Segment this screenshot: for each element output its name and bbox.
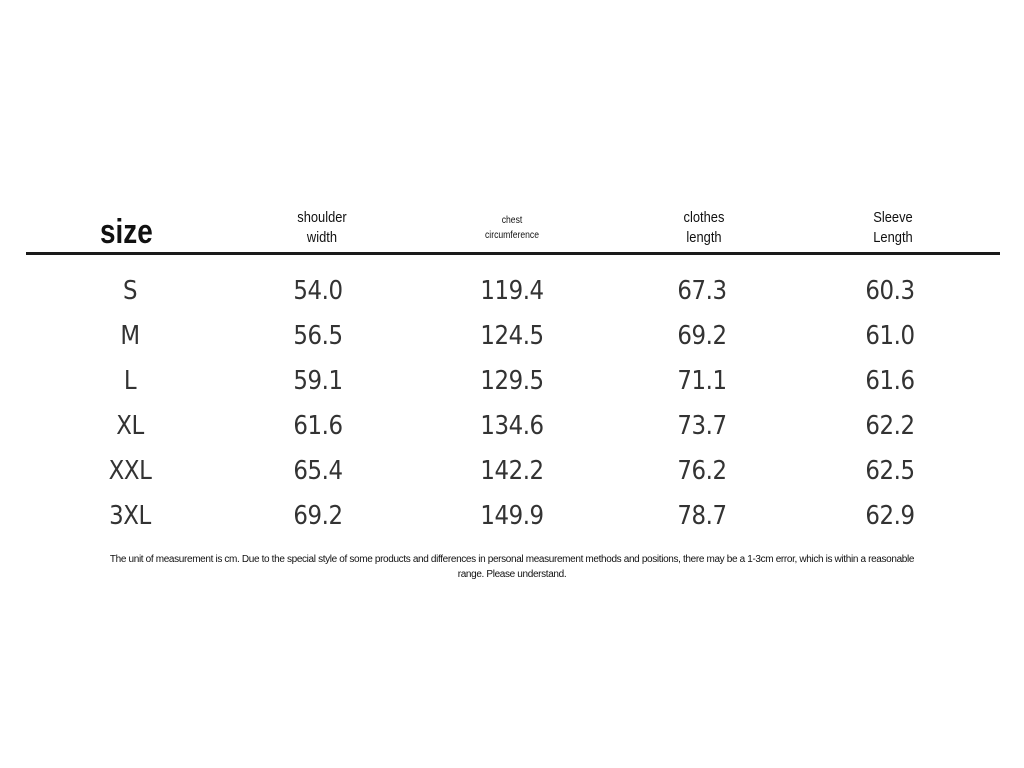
clothes-length-cell: 76.2 — [677, 456, 727, 486]
measurement-note: The unit of measurement is cm. Due to the special style of some products and differences in personal measurement methods and positions, there may be a 1-3cm error, which is within a reasonable range. Please understand. — [109, 554, 915, 580]
table-row — [0, 359, 1024, 404]
chest-cell: 124.5 — [480, 321, 544, 351]
chest-cell: 119.4 — [480, 276, 544, 306]
clothes-length-column-header — [661, 208, 747, 248]
clothes-length-cell: 73.7 — [677, 411, 727, 441]
clothes-length-cell: 78.7 — [677, 501, 727, 531]
size-cell: 3XL — [109, 501, 151, 531]
size-cell: XL — [116, 411, 144, 441]
sleeve-length-column-header — [850, 208, 936, 248]
table-row — [0, 314, 1024, 359]
size-cell: M — [120, 321, 140, 351]
table-row — [0, 494, 1024, 539]
sleeve-length-cell: 61.6 — [865, 366, 915, 396]
chest-header-line1: chest — [501, 215, 523, 226]
table-row — [0, 269, 1024, 314]
shoulder-cell: 59.1 — [293, 366, 343, 396]
sleeve-header-line1: Sleeve — [873, 209, 913, 226]
clothes-header-line2: length — [686, 229, 722, 246]
chest-cell: 134.6 — [480, 411, 544, 441]
clothes-length-cell: 71.1 — [677, 366, 727, 396]
table-row — [0, 404, 1024, 449]
shoulder-cell: 61.6 — [293, 411, 343, 441]
sleeve-length-cell: 62.2 — [865, 411, 915, 441]
sleeve-header-line2: Length — [873, 229, 913, 246]
shoulder-cell: 54.0 — [293, 276, 343, 306]
size-cell: L — [123, 366, 137, 396]
chest-header-line2: circumference — [484, 230, 540, 241]
header-divider — [26, 252, 1000, 255]
clothes-length-cell: 69.2 — [677, 321, 727, 351]
sleeve-length-cell: 62.9 — [865, 501, 915, 531]
shoulder-header-line2: width — [306, 229, 338, 246]
shoulder-cell: 65.4 — [293, 456, 343, 486]
shoulder-header-line1: shoulder — [297, 209, 347, 226]
shoulder-cell: 69.2 — [293, 501, 343, 531]
table-row — [0, 449, 1024, 494]
size-cell: S — [122, 276, 138, 306]
sleeve-length-cell: 60.3 — [865, 276, 915, 306]
size-column-header: size — [100, 213, 153, 251]
chest-cell: 129.5 — [480, 366, 544, 396]
shoulder-width-column-header — [279, 208, 365, 248]
size-cell: XXL — [108, 456, 152, 486]
chest-circumference-column-header — [460, 213, 563, 243]
sleeve-length-cell: 61.0 — [865, 321, 915, 351]
sleeve-length-cell: 62.5 — [865, 456, 915, 486]
clothes-header-line1: clothes — [683, 209, 725, 226]
chest-cell: 142.2 — [480, 456, 544, 486]
clothes-length-cell: 67.3 — [677, 276, 727, 306]
chest-cell: 149.9 — [480, 501, 544, 531]
shoulder-cell: 56.5 — [293, 321, 343, 351]
